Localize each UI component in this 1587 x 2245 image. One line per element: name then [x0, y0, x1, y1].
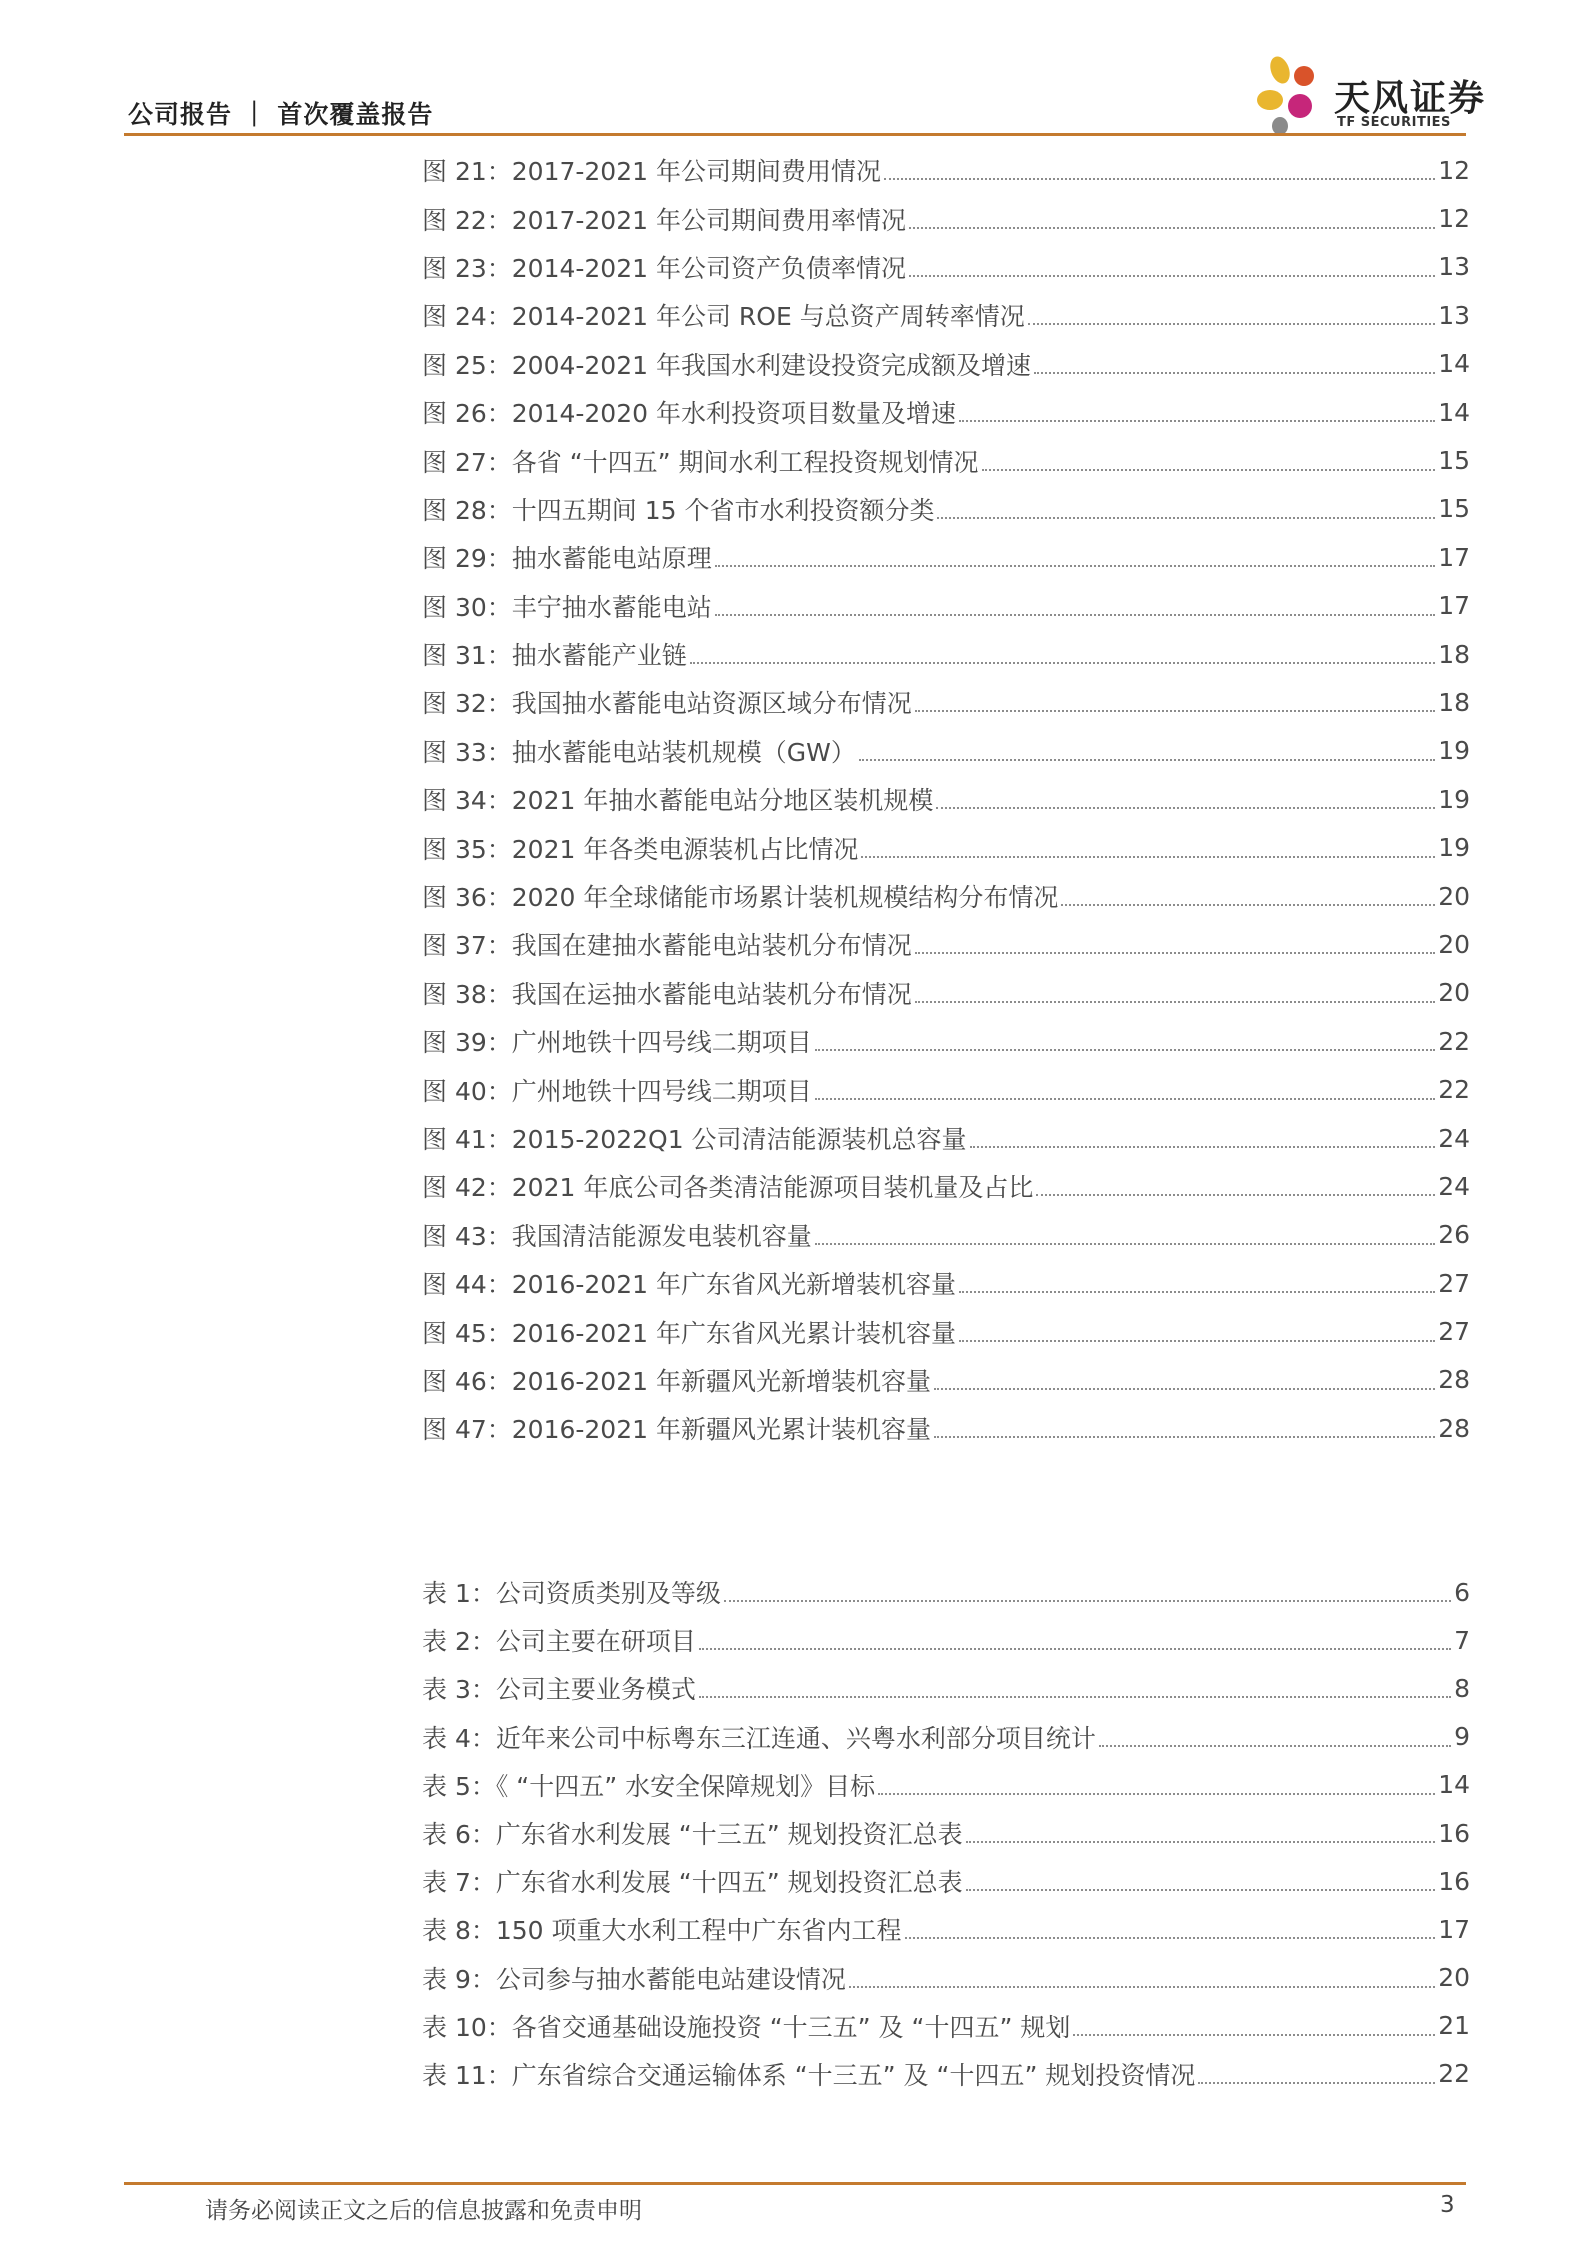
dot-leader: [937, 517, 1435, 519]
dot-leader: [815, 1243, 1435, 1245]
toc-figure-entry[interactable]: [422, 340, 1470, 388]
toc-entry-title: 表 9：公司参与抽水蓄能电站建设情况: [422, 1964, 846, 1994]
toc-table-entry[interactable]: [422, 1905, 1470, 1953]
toc-entry-title: 图 41：2015-2022Q1 公司清洁能源装机总容量: [422, 1125, 967, 1154]
dot-leader: [915, 1001, 1435, 1003]
toc-table-entry[interactable]: [422, 1713, 1470, 1761]
toc-entry-page: 22: [1438, 2059, 1470, 2089]
toc-entry-title: 图 23：2014-2021 年公司资产负债率情况: [422, 253, 906, 283]
toc-figure-entry[interactable]: [422, 194, 1470, 242]
toc-entry-page: 12: [1438, 155, 1470, 185]
report-type-label: 公司报告 ｜ 首次覆盖报告: [128, 100, 434, 129]
logo-chinese-name: 天风证券: [1334, 78, 1487, 119]
toc-entry-page: 12: [1438, 204, 1470, 234]
dot-leader: [905, 1937, 1436, 1939]
dot-leader: [982, 469, 1436, 471]
dot-leader: [1198, 2082, 1435, 2084]
toc-figure-entry[interactable]: [422, 1162, 1470, 1210]
toc-entry-title: 图 47：2016-2021 年新疆风光累计装机容量: [422, 1415, 931, 1445]
toc-entry-title: 图 31：抽水蓄能产业链: [422, 641, 687, 671]
dot-leader: [966, 1889, 1436, 1891]
dot-leader: [915, 952, 1435, 954]
toc-entry-title: 图 42：2021 年底公司各类清洁能源项目装机量及占比: [422, 1173, 1034, 1203]
toc-entry-title: 图 28：十四五期间 15 个省市水利投资额分类: [422, 495, 935, 525]
dot-leader: [1073, 2034, 1435, 2036]
toc-figure-entry[interactable]: [422, 243, 1470, 291]
toc-entry-title: 表 10：各省交通基础设施投资 “十三五” 及 “十四五” 规划: [422, 2012, 1071, 2042]
toc-entry-page: 17: [1438, 591, 1470, 621]
toc-table-entry[interactable]: [422, 1761, 1470, 1809]
toc-entry-page: 27: [1438, 1268, 1470, 1298]
dot-leader: [884, 178, 1435, 180]
toc-figure-entry[interactable]: [422, 1211, 1470, 1259]
toc-entry-page: 16: [1438, 1818, 1470, 1848]
toc-entry-page: 17: [1438, 542, 1470, 572]
disclaimer-notice: 请务必阅读正文之后的信息披露和免责申明: [205, 2198, 642, 2224]
toc-entry-page: 15: [1438, 446, 1470, 476]
toc-figure-entry[interactable]: [422, 1065, 1470, 1113]
toc-entry-title: 图 22：2017-2021 年公司期间费用率情况: [422, 205, 906, 235]
toc-figure-entry[interactable]: [422, 1307, 1470, 1355]
dot-leader: [878, 1793, 1435, 1795]
toc-entry-page: 20: [1438, 929, 1470, 959]
dot-leader: [861, 856, 1435, 858]
dot-leader: [699, 1648, 1451, 1650]
toc-entry-page: 27: [1438, 1317, 1470, 1347]
toc-entry-title: 图 44：2016-2021 年广东省风光新增装机容量: [422, 1270, 956, 1300]
toc-entry-title: 表 2：公司主要在研项目: [422, 1627, 696, 1657]
dot-leader: [690, 662, 1435, 664]
toc-figure-entry[interactable]: [422, 969, 1470, 1017]
dot-leader: [715, 565, 1435, 567]
header-divider: [124, 133, 1466, 136]
dot-leader: [859, 759, 1435, 761]
toc-figure-entry[interactable]: [422, 678, 1470, 726]
dot-leader: [1036, 1194, 1435, 1196]
toc-table-entry[interactable]: [422, 1568, 1470, 1616]
toc-table-entry[interactable]: [422, 1857, 1470, 1905]
toc-table-entry[interactable]: [422, 1616, 1470, 1664]
toc-figure-entry[interactable]: [422, 146, 1470, 194]
toc-entry-page: 22: [1438, 1075, 1470, 1105]
toc-entry-page: 14: [1438, 1770, 1470, 1800]
toc-entry-title: 图 27：各省 “十四五” 期间水利工程投资规划情况: [422, 447, 979, 477]
dot-leader: [909, 227, 1435, 229]
toc-figure-entry[interactable]: [422, 920, 1470, 968]
toc-entry-title: 图 43：我国清洁能源发电装机容量: [422, 1221, 812, 1251]
toc-entry-title: 图 40：广州地铁十四号线二期项目: [422, 1076, 812, 1106]
toc-entry-title: 表 1：公司资质类别及等级: [422, 1579, 721, 1609]
toc-entry-page: 18: [1438, 687, 1470, 717]
dot-leader: [715, 614, 1435, 616]
toc-entry-title: 图 34：2021 年抽水蓄能电站分地区装机规模: [422, 786, 934, 816]
toc-entry-title: 图 39：广州地铁十四号线二期项目: [422, 1028, 812, 1058]
toc-entry-title: 表 4：近年来公司中标粤东三江连通、兴粤水利部分项目统计: [422, 1723, 1096, 1753]
logo-english-name: TF SECURITIES: [1337, 115, 1451, 130]
toc-figure-entry[interactable]: [422, 1356, 1470, 1404]
toc-entry-page: 15: [1438, 494, 1470, 524]
page-number: 3: [1440, 2192, 1455, 2218]
toc-entry-title: 图 25：2004-2021 年我国水利建设投资完成额及增速: [422, 350, 1031, 380]
toc-entry-page: 24: [1438, 1123, 1470, 1153]
toc-entry-page: 13: [1438, 252, 1470, 282]
toc-entry-page: 20: [1438, 881, 1470, 911]
toc-entry-title: 图 37：我国在建抽水蓄能电站装机分布情况: [422, 931, 912, 961]
toc-entry-page: 9: [1454, 1722, 1470, 1752]
toc-figure-entry[interactable]: [422, 630, 1470, 678]
toc-table-entry[interactable]: [422, 2050, 1470, 2098]
toc-entry-title: 图 30：丰宁抽水蓄能电站: [422, 592, 712, 622]
dot-leader: [959, 1291, 1435, 1293]
dot-leader: [934, 1388, 1435, 1390]
toc-entry-page: 19: [1438, 784, 1470, 814]
toc-entry-page: 22: [1438, 1026, 1470, 1056]
dot-leader: [959, 420, 1435, 422]
dot-leader: [699, 1696, 1451, 1698]
toc-entry-title: 图 45：2016-2021 年广东省风光累计装机容量: [422, 1318, 956, 1348]
toc-entry-page: 7: [1454, 1625, 1470, 1655]
toc-entry-title: 图 33：抽水蓄能电站装机规模（GW）: [422, 737, 856, 767]
toc-entry-page: 19: [1438, 736, 1470, 766]
toc-figure-entry[interactable]: [422, 823, 1470, 871]
toc-entry-page: 20: [1438, 978, 1470, 1008]
dot-leader: [915, 710, 1435, 712]
dot-leader: [970, 1146, 1436, 1148]
toc-figure-entry[interactable]: [422, 388, 1470, 436]
toc-entry-page: 17: [1438, 1914, 1470, 1944]
toc-entry-title: 图 36：2020 年全球储能市场累计装机规模结构分布情况: [422, 883, 1059, 913]
toc-entry-page: 21: [1438, 2011, 1470, 2041]
dot-leader: [966, 1841, 1436, 1843]
toc-figure-entry[interactable]: [422, 872, 1470, 920]
toc-entry-page: 20: [1438, 1963, 1470, 1993]
toc-figure-entry[interactable]: [422, 533, 1470, 581]
toc-table-entry[interactable]: [422, 1664, 1470, 1712]
toc-figure-entry[interactable]: [422, 727, 1470, 775]
dot-leader: [1028, 323, 1435, 325]
dot-leader: [959, 1340, 1435, 1342]
toc-entry-title: 表 5：《 “十四五” 水安全保障规划》目标: [422, 1771, 876, 1801]
toc-figure-entry[interactable]: [422, 1259, 1470, 1307]
toc-figure-entry[interactable]: [422, 775, 1470, 823]
dot-leader: [815, 1049, 1435, 1051]
toc-figure-entry[interactable]: [422, 291, 1470, 339]
toc-entry-title: 表 8：150 项重大水利工程中广东省内工程: [422, 1916, 902, 1946]
figure-list: [422, 146, 1470, 1453]
toc-entry-title: 图 21：2017-2021 年公司期间费用情况: [422, 157, 881, 187]
toc-entry-page: 14: [1438, 397, 1470, 427]
toc-entry-page: 14: [1438, 349, 1470, 379]
toc-entry-title: 表 6：广东省水利发展 “十三五” 规划投资汇总表: [422, 1820, 963, 1850]
toc-entry-page: 28: [1438, 1365, 1470, 1395]
toc-table-entry[interactable]: [422, 1954, 1470, 2002]
toc-entry-title: 图 32：我国抽水蓄能电站资源区域分布情况: [422, 689, 912, 719]
toc-entry-page: 24: [1438, 1171, 1470, 1201]
toc-figure-entry[interactable]: [422, 1404, 1470, 1452]
toc-entry-title: 图 38：我国在运抽水蓄能电站装机分布情况: [422, 979, 912, 1009]
toc-entry-title: 表 11：广东省综合交通运输体系 “十三五” 及 “十四五” 规划投资情况: [422, 2060, 1196, 2090]
toc-entry-title: 图 26：2014-2020 年水利投资项目数量及增速: [422, 399, 956, 429]
dot-leader: [934, 1436, 1435, 1438]
toc-entry-page: 19: [1438, 833, 1470, 863]
toc-entry-title: 图 35：2021 年各类电源装机占比情况: [422, 834, 859, 864]
toc-entry-title: 图 29：抽水蓄能电站原理: [422, 544, 712, 574]
toc-entry-page: 16: [1438, 1866, 1470, 1896]
dot-leader: [724, 1600, 1451, 1602]
toc-entry-title: 表 7：广东省水利发展 “十四五” 规划投资汇总表: [422, 1868, 963, 1898]
flower-logo-icon: [1252, 50, 1332, 140]
dot-leader: [936, 807, 1435, 809]
toc-entry-page: 18: [1438, 639, 1470, 669]
toc-entry-page: 28: [1438, 1413, 1470, 1443]
toc-figure-entry[interactable]: [422, 485, 1470, 533]
toc-entry-page: 13: [1438, 300, 1470, 330]
toc-entry-title: 表 3：公司主要业务模式: [422, 1675, 696, 1705]
dot-leader: [909, 275, 1435, 277]
toc-entry-page: 8: [1454, 1673, 1470, 1703]
dot-leader: [849, 1986, 1435, 1988]
toc-figure-entry[interactable]: [422, 582, 1470, 630]
toc-entry-title: 图 24：2014-2021 年公司 ROE 与总资产周转率情况: [422, 302, 1025, 332]
dot-leader: [815, 1098, 1435, 1100]
toc-figure-entry[interactable]: [422, 1114, 1470, 1162]
toc-table-entry[interactable]: [422, 2002, 1470, 2050]
dot-leader: [1034, 372, 1435, 374]
company-logo: [1252, 50, 1487, 140]
toc-entry-page: 26: [1438, 1220, 1470, 1250]
toc-figure-entry[interactable]: [422, 1017, 1470, 1065]
toc-table-entry[interactable]: [422, 1809, 1470, 1857]
dot-leader: [1061, 904, 1435, 906]
dot-leader: [1099, 1745, 1451, 1747]
toc-figure-entry[interactable]: [422, 436, 1470, 484]
table-list: [422, 1568, 1470, 2098]
footer-divider: [124, 2182, 1466, 2185]
toc-entry-page: 6: [1454, 1577, 1470, 1607]
toc-entry-title: 图 46：2016-2021 年新疆风光新增装机容量: [422, 1366, 931, 1396]
